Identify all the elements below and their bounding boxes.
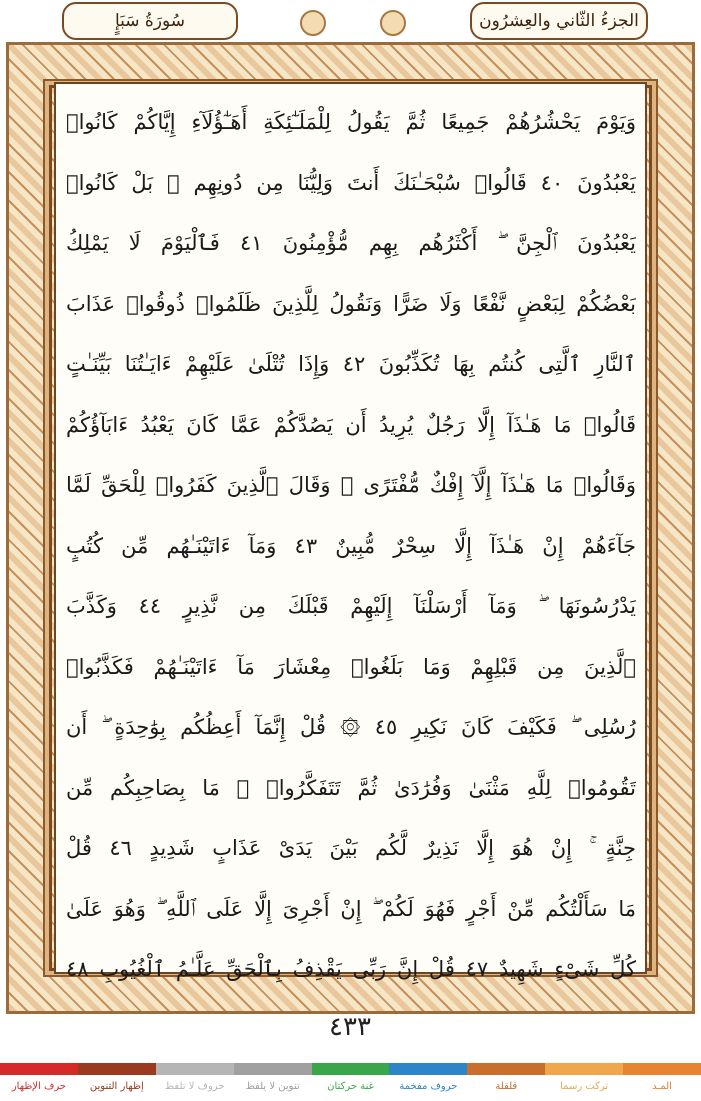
verse-lines [66, 92, 636, 1000]
verse-line: ٱلنَّارِ ٱلَّتِى كُنتُم بِهَا تُكَذِّبُونَ ٤٢ وَإِذَا تُتْلَىٰ عَلَيْهِمْ ءَايَـٰتُنَا بَيِّنَـٰتٍ [66, 352, 636, 376]
verse-line: يَعْبُدُونَ ٤٠ قَالُوا۟ سُبْحَـٰنَكَ أَنتَ وَلِيُّنَا مِن دُونِهِم ۖ بَلْ كَانُوا۟ [66, 170, 636, 195]
legend-swatch [156, 1063, 234, 1075]
legend-label: قلقلة [495, 1081, 518, 1092]
legend-item [156, 1063, 234, 1101]
tajweed-legend [0, 1063, 701, 1101]
verse-line: مَا سَأَلْتُكُم مِّنْ أَجْرٍ فَهُوَ لَكُمْ ۖ إِنْ أَجْرِىَ إِلَّا عَلَى ٱللَّهِ ۖ وَهُوَ عَلَىٰ [66, 896, 636, 921]
juz-cartouche [470, 2, 648, 40]
header-ornament-icon [380, 10, 406, 36]
verse-line: يَعْبُدُونَ ٱلْجِنَّ ۖ أَكْثَرُهُم بِهِم مُّؤْمِنُونَ ٤١ فَٱلْيَوْمَ لَا يَمْلِكُ [66, 231, 636, 255]
legend-item [467, 1063, 545, 1101]
legend-swatch [78, 1063, 156, 1075]
surah-name-cartouche [62, 2, 238, 40]
legend-swatch [545, 1063, 623, 1075]
legend-label: حرف الإظهار [11, 1081, 67, 1092]
legend-item [78, 1063, 156, 1101]
verse-line: قَالُوا۟ مَا هَـٰذَآ إِلَّا رَجُلٌ يُرِيدُ أَن يَصُدَّكُمْ عَمَّا كَانَ يَعْبُدُ ءَابَآؤُكُمْ [66, 412, 636, 437]
legend-swatch [0, 1063, 78, 1075]
verse-line: يَدْرُسُونَهَا ۖ وَمَآ أَرْسَلْنَآ إِلَيْهِمْ قَبْلَكَ مِن نَّذِيرٍ ٤٤ وَكَذَّبَ [66, 594, 636, 618]
surah-name: سُورَةُ سَبَإٍ [114, 11, 186, 31]
legend-item [389, 1063, 467, 1101]
verse-line: وَيَوْمَ يَحْشُرُهُمْ جَمِيعًا ثُمَّ يَقُولُ لِلْمَلَـٰٓئِكَةِ أَهَـٰٓؤُلَآءِ إِيَّاكُمْ كَانُوا۟ [66, 110, 636, 134]
legend-swatch [234, 1063, 312, 1075]
header-ornament-icon [300, 10, 326, 36]
juz-label: الجزءُ الثّاني والعِشرُون [479, 11, 639, 31]
legend-swatch [467, 1063, 545, 1075]
legend-swatch [623, 1063, 701, 1075]
legend-item [312, 1063, 390, 1101]
legend-label: إظهار التنوين [89, 1081, 144, 1092]
legend-label: حروف لا تلفظ [164, 1081, 225, 1092]
legend-label: المـد [652, 1081, 672, 1092]
verse-line: وَقَالُوا۟ مَا هَـٰذَآ إِلَّآ إِفْكٌ مُّفْتَرًى ۚ وَقَالَ ٱلَّذِينَ كَفَرُوا۟ لِلْحَقِّ لَمَّا [66, 473, 636, 497]
legend-item [623, 1063, 701, 1101]
legend-item [0, 1063, 78, 1101]
verse-line: جَآءَهُمْ إِنْ هَـٰذَآ إِلَّا سِحْرٌ مُّبِينٌ ٤٣ وَمَآ ءَاتَيْنَـٰهُم مِّن كُتُبٍ [66, 533, 636, 558]
legend-label: تنوين لا يلفظ [245, 1081, 300, 1092]
verse-line: بَعْضُكُمْ لِبَعْضٍ نَّفْعًا وَلَا ضَرًّا وَنَقُولُ لِلَّذِينَ ظَلَمُوا۟ ذُوقُوا۟ عَذَابَ [66, 291, 636, 316]
legend-label: غنة حركتان [327, 1081, 374, 1092]
verse-line: رُسُلِى ۖ فَكَيْفَ كَانَ نَكِيرِ ٤٥ ۞ قُلْ إِنَّمَآ أَعِظُكُم بِوَٰحِدَةٍ ۖ أَن [66, 715, 636, 739]
verse-line: كُلِّ شَىْءٍ شَهِيدٌ ٤٧ قُلْ إِنَّ رَبِّى يَقْذِفُ بِٱلْحَقِّ عَلَّـٰمُ ٱلْغُيُوبِ ٤٨ [66, 957, 636, 981]
legend-swatch [389, 1063, 467, 1075]
verse-line: تَقُومُوا۟ لِلَّهِ مَثْنَىٰ وَفُرَٰدَىٰ ثُمَّ تَتَفَكَّرُوا۟ ۚ مَا بِصَاحِبِكُم مِّن [66, 775, 636, 800]
legend-item [234, 1063, 312, 1101]
verse-line: ٱلَّذِينَ مِن قَبْلِهِمْ وَمَا بَلَغُوا۟ مِعْشَارَ مَآ ءَاتَيْنَـٰهُمْ فَكَذَّبُوا۟ [66, 654, 636, 679]
legend-item [545, 1063, 623, 1101]
legend-swatch [312, 1063, 390, 1075]
verse-line: جِنَّةٍ ۚ إِنْ هُوَ إِلَّا نَذِيرٌ لَّكُم بَيْنَ يَدَىْ عَذَابٍ شَدِيدٍ ٤٦ قُلْ [66, 836, 636, 860]
legend-label: تركت رسما [560, 1081, 609, 1092]
page-number: ٤٣٣ [329, 1012, 371, 1042]
legend-label: حروف مفخمة [399, 1081, 458, 1092]
